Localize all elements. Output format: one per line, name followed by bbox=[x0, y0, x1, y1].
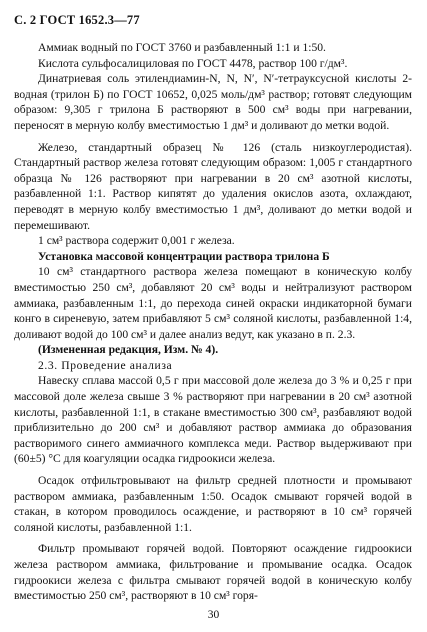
paragraph-sulfosalicylic-acid: Кислота сульфосалициловая по ГОСТ 4478, раствор 100 г/дм³. bbox=[38, 56, 348, 70]
page-number: 30 bbox=[207, 609, 220, 621]
paragraph-iron-content: 1 см³ раствора содержит 0,001 г железа. bbox=[38, 234, 235, 248]
section-heading-titer: Установка массовой концентрации раствора трилона Б bbox=[38, 249, 330, 263]
paragraph-ammonia: Аммиак водный по ГОСТ 3760 и разбавленный 1:1 и 1:50. bbox=[38, 41, 326, 54]
paragraph-titer-procedure: 10 см³ стандартного раствора железа помещают в коническую колбу вместимостью 250 см³, добавляют 20 см³ воды и нейтрализуют раствором аммиака, разбавленным 1:1, до перехода синей окраски индикаторной бумаги конго в сиреневую, затем прибавляют 5 см³ соляной кислоты, разбавленной 1:4, доливают водой до 100 см³ и далее анализ ведут, как указано в п. 2.3. bbox=[14, 265, 412, 341]
paragraph-sample-dissolution: Навеску сплава массой 0,5 г при массовой доле железа до 3 % и 0,25 г при массовой доле железа свыше 3 % растворяют при нагревании в 20 см³ азотной кислоты, разбавленной 1:1, в стакане вместимостью 300 см³, разбавляют водой приблизительно до 200 см³ и добавляют раствор аммиака до образования растворимого синего аммиачного комплекса меди. Раствор выдерживают при (60±5) °С для коагуляции осадка гидроокиси железа. bbox=[14, 374, 412, 466]
section-heading-analysis: 2.3. Проведение анализа bbox=[38, 358, 173, 372]
page-header: С. 2 ГОСТ 1652.3—77 bbox=[14, 13, 140, 27]
paragraph-filtration: Осадок отфильтровывают на фильтр средней плотности и промывают раствором аммиака, разбавленным 1:50. Осадок смывают горячей водой в стакан, в котором проводилось осаждение, и растворяют в 10 см³ горячей соляной кислоты, разбавленной 1:1. bbox=[14, 474, 412, 534]
paragraph-trilon-b: Динатриевая соль этилендиамин-N, N, N′, N′-тетрауксусной кислоты 2-водная (трилон Б) по ГОСТ 10652, 0,025 моль/дм³ раствор; готовят следующим образом: 9,305 г трилона Б растворяют в 500 см³ воды при нагревании, переносят в мерную колбу вместимостью 1 дм³ и доливают до метки водой. bbox=[14, 72, 412, 132]
document-body bbox=[14, 40, 412, 604]
paragraph-repeat-precipitation: Фильтр промывают горячей водой. Повторяют осаждение гидроокиси железа раствором аммиака, фильтрование и промывание осадка. Осадок гидроокиси железа с фильтра смывают горячей водой в коническую колбу вместимостью 250 см³, растворяют в 10 см³ горя- bbox=[14, 542, 412, 603]
amendment-note: (Измененная редакция, Изм. № 4). bbox=[38, 343, 219, 357]
paragraph-iron-standard: Железо, стандартный образец № 126 (сталь низкоуглеродистая). Стандартный раствор железа готовят следующим образом: 1,005 г стандартного образца № 126 растворяют при нагревании в 20 см³ азотной кислоты, разбавленной 1:1. Раствор кипятят до удаления окислов азота, охлаждают, переводят в мерную колбу вместимостью 1 дм³, доливают до метки водой и перемешивают. bbox=[14, 140, 412, 232]
